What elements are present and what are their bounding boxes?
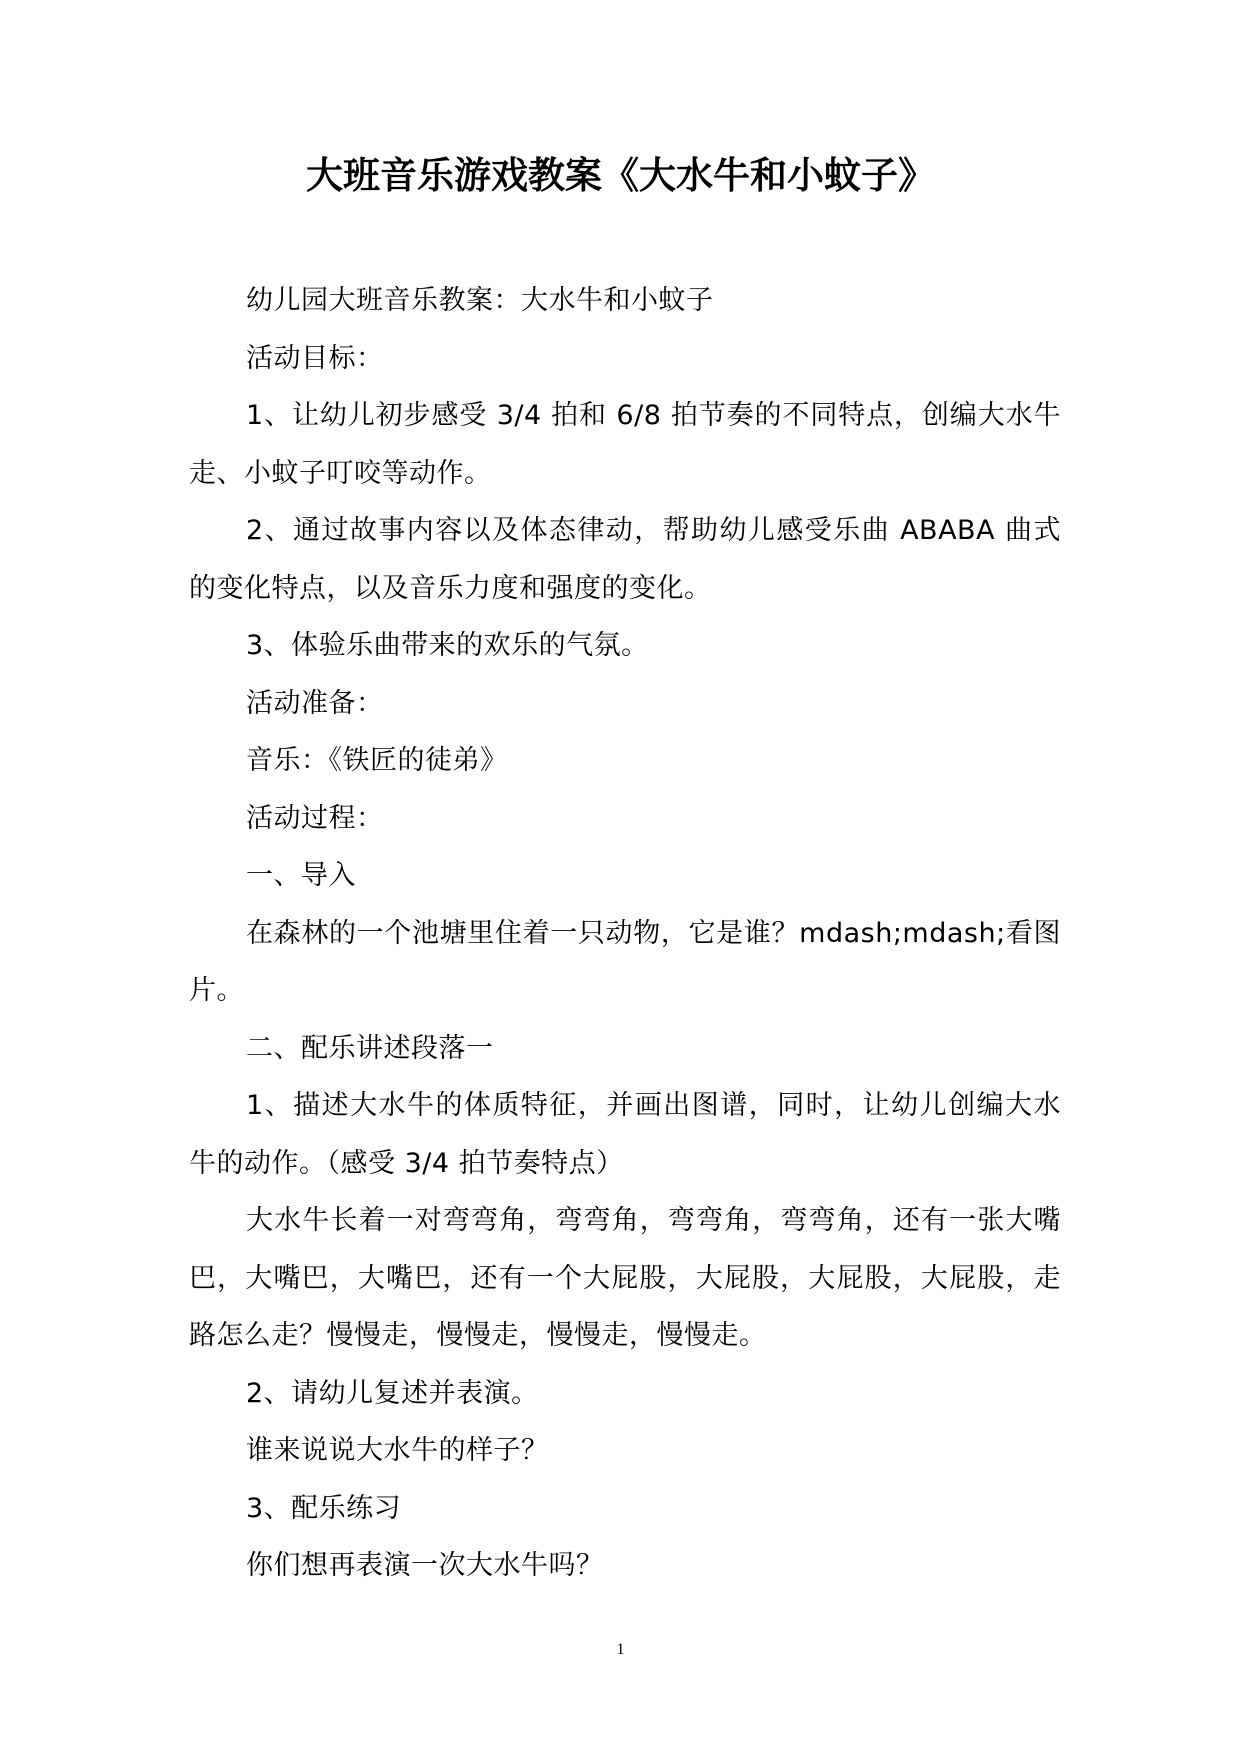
paragraph-buffalo-story: 大水牛长着一对弯弯角，弯弯角，弯弯角，弯弯角，还有一张大嘴巴，大嘴巴，大嘴巴，还有一个大屁股，大屁股，大屁股，大屁股，走路怎么走？慢慢走，慢慢走，慢慢走，慢慢走。	[189, 1205, 1061, 1351]
page-number: 1	[616, 1641, 625, 1658]
paragraph-question: 谁来说说大水牛的样子？	[246, 1435, 549, 1466]
paragraph-step-3: 3、配乐练习	[246, 1492, 402, 1524]
paragraph-process-heading: 活动过程：	[246, 802, 384, 834]
paragraph-closing-question: 你们想再表演一次大水牛吗？	[246, 1550, 604, 1581]
paragraph-intro: 幼儿园大班音乐教案：大水牛和小蚊子	[246, 285, 714, 316]
paragraph-prep-music: 音乐：《铁匠的徒弟》	[246, 745, 508, 776]
paragraph-goals-heading: 活动目标：	[246, 342, 384, 374]
document-body	[189, 272, 1061, 1595]
paragraph-section-2-heading: 二、配乐讲述段落一	[246, 1032, 494, 1064]
paragraph-intro-question: 在森林的一个池塘里住着一只动物，它是谁？mdash;mdash;看图片。	[189, 917, 1061, 1006]
paragraph-goal-2: 2、通过故事内容以及体态律动，帮助幼儿感受乐曲 ABABA 曲式的变化特点，以及音乐力度和强度的变化。	[189, 515, 1061, 604]
paragraph-goal-1: 1、让幼儿初步感受 3/4 拍和 6/8 拍节奏的不同特点，创编大水牛走、小蚊子叮咬等动作。	[189, 400, 1061, 489]
paragraph-prep-heading: 活动准备：	[246, 687, 384, 719]
document-title: 大班音乐游戏教案《大水牛和小蚊子》	[306, 153, 935, 197]
paragraph-step-2: 2、请幼儿复述并表演。	[246, 1377, 539, 1409]
paragraph-goal-3: 3、体验乐曲带来的欢乐的气氛。	[246, 630, 649, 661]
paragraph-section-1-heading: 一、导入	[246, 860, 356, 891]
paragraph-step-1: 1、描述大水牛的体质特征，并画出图谱，同时，让幼儿创编大水牛的动作。（感受 3/4 拍节奏特点）	[189, 1090, 1061, 1179]
